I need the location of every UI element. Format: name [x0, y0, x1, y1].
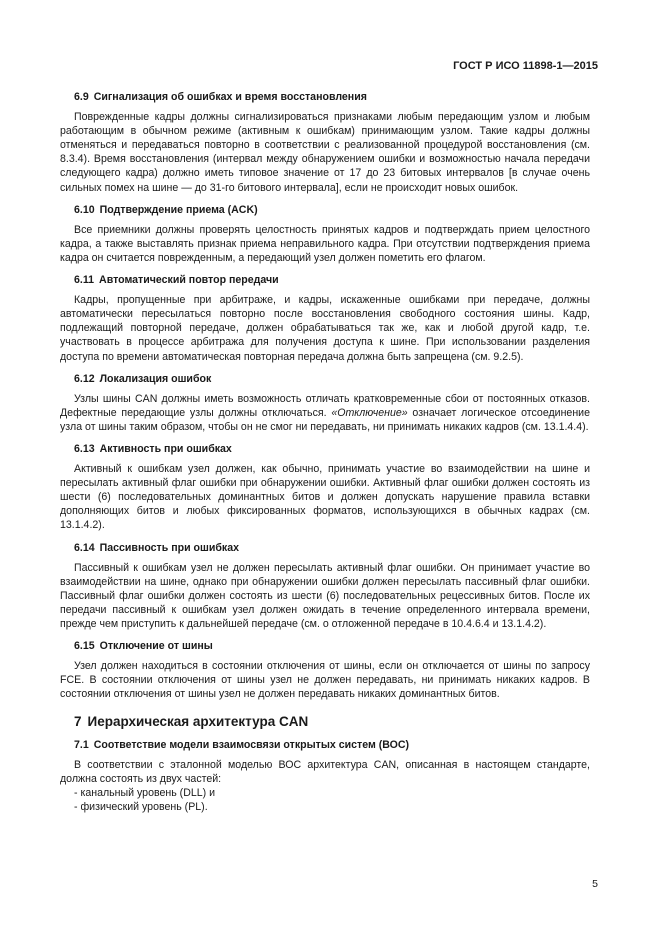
document-header: ГОСТ Р ИСО 11898-1—2015 [453, 60, 598, 72]
chapter-heading [74, 715, 590, 729]
section-title: Пассивность при ошибках [99, 541, 239, 554]
section-title: Автоматический повтор передачи [99, 274, 279, 287]
page-number: 5 [592, 878, 598, 890]
list-item: - канальный уровень (DLL) и [74, 786, 216, 799]
section-heading [74, 738, 590, 752]
section-title: Локализация ошибок [99, 372, 212, 385]
section-title: Подтверждение приема (ACK) [99, 203, 258, 216]
section-heading [74, 273, 590, 287]
section-paragraph: Активный к ошибкам узел должен, как обычно, принимать участие во взаимодействии на шине и пересылать активный флаг ошибки при обнаружении ошибки. Активный флаг ошибки должен состоять из шести (6) последовательных доминантных битов и должен допускать нарушение правила вставки дополняющих битов и любых фиксированных форматов, использующихся в обычных кадрах (см. 13.1.4.2). [60, 463, 590, 532]
section-6-10 [60, 203, 590, 265]
section-heading [74, 90, 590, 104]
section-heading [74, 442, 590, 456]
list-item: - физический уровень (PL). [74, 800, 208, 813]
section-paragraph [60, 392, 590, 434]
section-number: 6.10 [74, 203, 95, 216]
section-title: Сигнализация об ошибках и время восстановления [93, 91, 367, 103]
section-number: 7.1 [74, 738, 89, 751]
page-content [60, 90, 590, 814]
emphasized-term: «Отключение» [331, 406, 408, 419]
section-heading [74, 372, 590, 386]
section-6-15 [60, 639, 590, 701]
section-heading [74, 541, 590, 555]
section-number: 6.13 [74, 442, 95, 455]
chapter-number: 7 [74, 714, 82, 730]
section-6-12 [60, 372, 590, 434]
section-number: 6.11 [74, 274, 95, 287]
section-number: 6.12 [74, 372, 95, 385]
section-7-1 [60, 738, 590, 814]
section-paragraph: Все приемники должны проверять целостность принятых кадров и подтверждать прием целостного кадра, а также выставлять признак приема неправильного кадра. При отсутствии подтверждения приема кадра он считается поврежденным, а передающий узел должен пометить его флагом. [60, 223, 590, 264]
section-number: 6.15 [74, 640, 95, 653]
section-paragraph: Пассивный к ошибкам узел не должен пересылать активный флаг ошибки. Он принимает участие во взаимодействии на шине, однако при обнаружении ошибки должен пересылать пассивный флаг ошибки. Пассивный флаг ошибки должен состоять из шести (6) последовательных рецессивных битов. После их передачи пассивный к ошибкам узел должен ожидать в течение определенного интервала времени, прежде чем приступить к дальнейшей передаче (см. о отложенной передаче в 10.4.6.4 и 13.1.4.2). [60, 561, 590, 630]
chapter-title: Иерархическая архитектура CAN [87, 714, 309, 730]
section-number: 6.14 [74, 541, 95, 554]
section-paragraph: Поврежденные кадры должны сигнализироваться признаками любым передающим узлом и любым работающим в обычном режиме (активным к ошибкам) принимающим узлом. Такие кадры должны отменяться и передаваться повторно в соответствии с реализованной процедурой восстановления (см. 8.3.4). Время восстановления (интервал между обнаружением ошибки и возможностью начала передачи следующего кадра) должно иметь типовое значение от 17 до 23 битовых интервалов [в случае очень сильных помех на шине — до 31-го битового интервала], если не происходит новых ошибок. [60, 111, 590, 194]
section-number: 6.9 [74, 91, 89, 103]
section-title: Соответствие модели взаимосвязи открытых систем (ВОС) [93, 738, 410, 751]
section-paragraph: Узел должен находиться в состоянии отключения от шины, если он отключается от шины по запросу FCE. В состоянии отключения от шины узел не должен передавать, ни принимать никаких кадров. В состоянии отключения от шины узел не должен передавать никаких доминантных битов. [60, 660, 590, 701]
section-6-13 [60, 442, 590, 533]
section-paragraph: В соответствии с эталонной моделью ВОС архитектура CAN, описанная в настоящем стандарте, должна состоять из двух частей: [60, 758, 590, 785]
paragraph-text: Узлы шины CAN должны иметь возможность отличать кратковременные сбои от постоянных отказов. Дефектные передающие узлы должны отключаться. [60, 392, 590, 419]
section-title: Отключение от шины [99, 640, 213, 653]
section-heading [74, 639, 590, 653]
section-6-14 [60, 541, 590, 632]
section-title: Активность при ошибках [99, 442, 232, 455]
section-6-11 [60, 273, 590, 364]
section-6-9 [60, 90, 590, 195]
paragraph-text: означает логическое отсоединение узла от шины таким образом, чтобы он не смог ни передавать, ни принимать никаких кадров (см. 13.1.4.4). [60, 406, 590, 433]
section-paragraph: Кадры, пропущенные при арбитраже, и кадры, искаженные ошибками при передаче, должны автоматически пересылаться повторно после восстановления свободного состояния шины. Кадр, подлежащий повторной передаче, должен обрабатываться так же, как и любой другой кадр, т.е. участвовать в процессе арбитража для получения доступа к шине. При использовании разделения доступа по времени автоматическая повторная передача должна быть запрещена (см. 9.2.5). [60, 294, 590, 363]
section-heading [74, 203, 590, 217]
